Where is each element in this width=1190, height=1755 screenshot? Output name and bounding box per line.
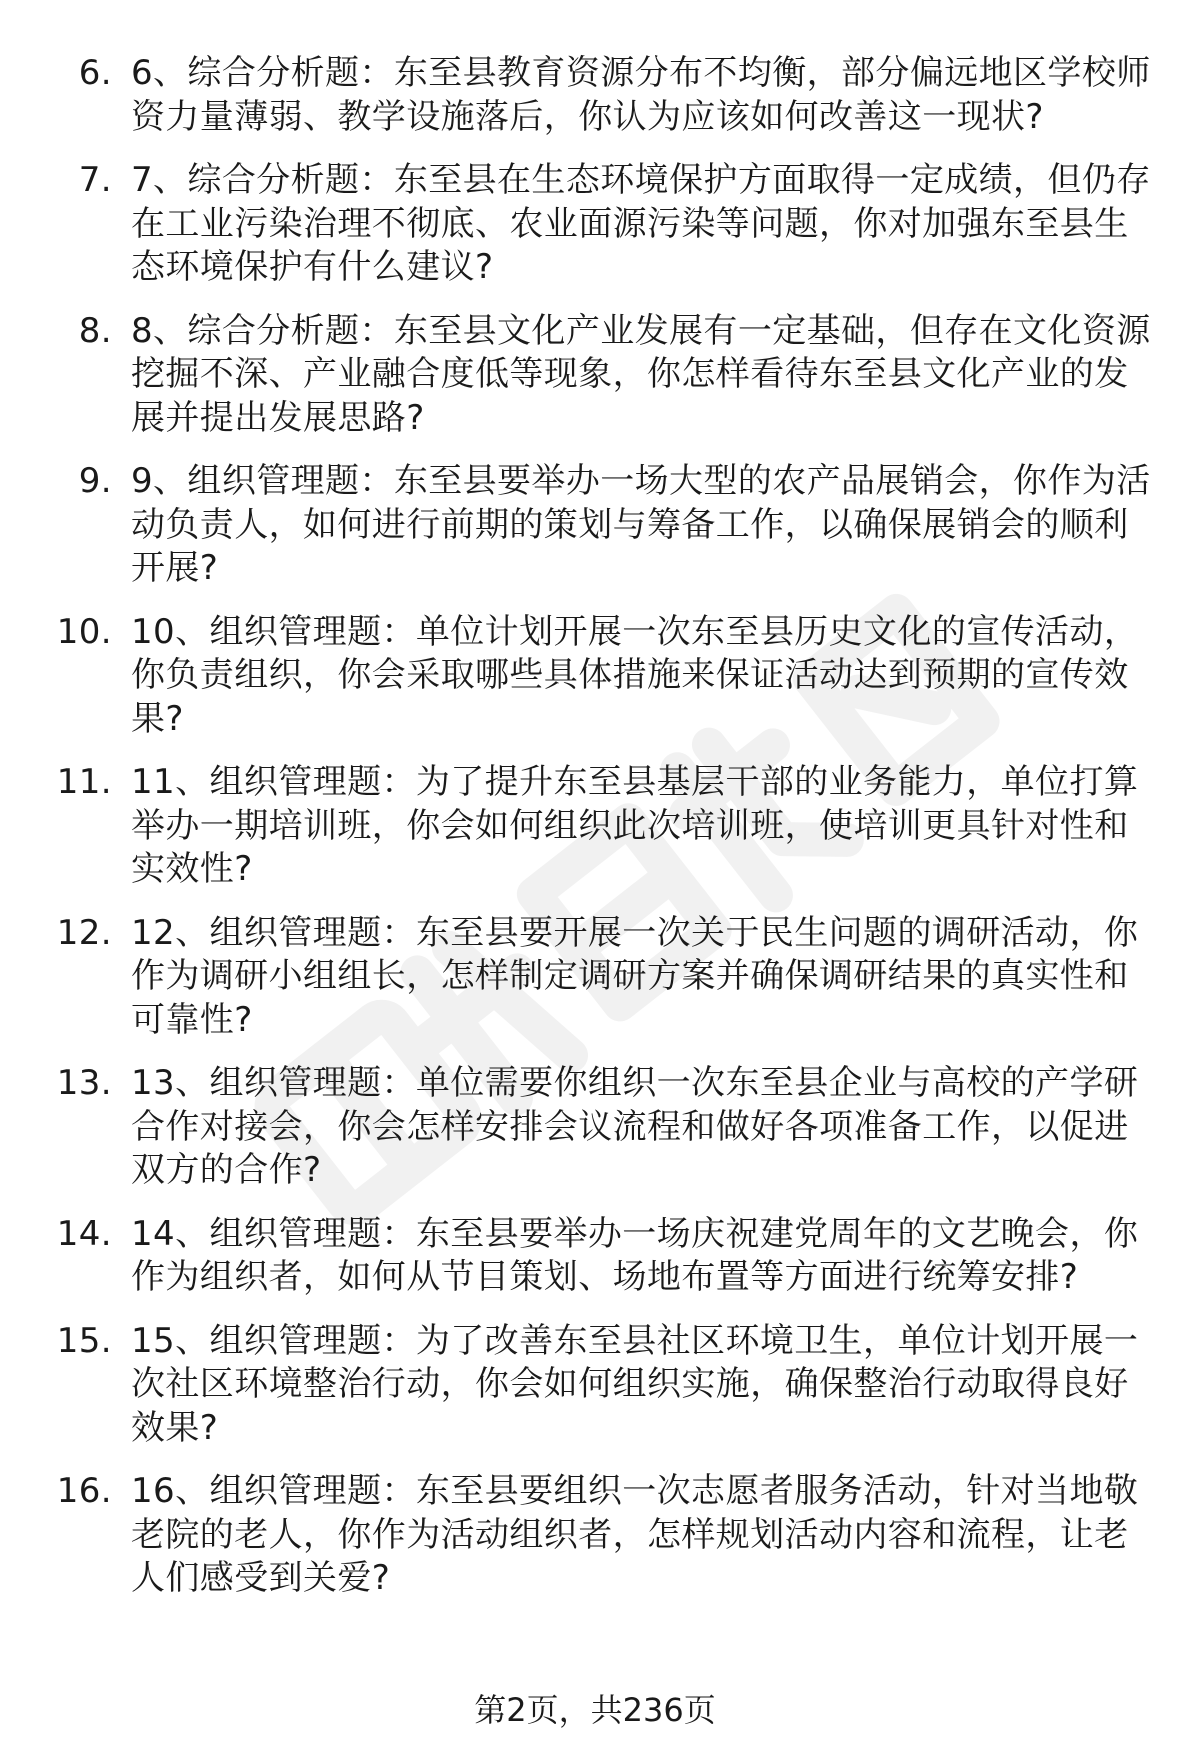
question-text: 10、组织管理题：单位计划开展一次东至县历史文化的宣传活动，你负责组织，你会采取哪些具体措施来保证活动达到预期的宣传效果? [131, 611, 1139, 739]
question-item [0, 1213, 1190, 1300]
question-number: 6. [78, 53, 112, 93]
question-list [0, 52, 1190, 1621]
question-item [0, 611, 1190, 742]
question-number: 13. [56, 1063, 112, 1103]
question-item [0, 310, 1190, 441]
page-number-label: 第2页，共236页 [474, 1691, 716, 1729]
question-number: 10. [56, 611, 112, 652]
question-number: 8. [78, 310, 112, 351]
question-number: 15. [56, 1320, 112, 1361]
question-item [0, 1470, 1190, 1601]
question-text: 9、组织管理题：东至县要举办一场大型的农产品展销会，你作为活动负责人，如何进行前期的策划与筹备工作，以确保展销会的顺利开展? [131, 461, 1151, 588]
question-text: 14、组织管理题：东至县要举办一场庆祝建党周年的文艺晚会，你作为组织者，如何从节目策划、场地布置等方面进行统筹安排? [131, 1213, 1139, 1297]
question-item [0, 912, 1190, 1043]
question-item [0, 1062, 1190, 1193]
question-number: 9. [78, 461, 112, 501]
question-number: 11. [56, 762, 112, 802]
question-text: 6、综合分析题：东至县教育资源分布不均衡，部分偏远地区学校师资力量薄弱、教学设施落后，你认为应该如何改善这一现状? [131, 53, 1151, 137]
question-text: 13、组织管理题：单位需要你组织一次东至县企业与高校的产学研合作对接会，你会怎样安排会议流程和做好各项准备工作，以促进双方的合作? [131, 1063, 1139, 1190]
question-item [0, 1320, 1190, 1451]
question-text: 15、组织管理题：为了改善东至县社区环境卫生，单位计划开展一次社区环境整治行动，你会如何组织实施，确保整治行动取得良好效果? [131, 1320, 1139, 1448]
question-text: 16、组织管理题：东至县要组织一次志愿者服务活动，针对当地敬老院的老人，你作为活动组织者，怎样规划活动内容和流程，让老人们感受到关爱? [131, 1471, 1139, 1598]
question-text: 12、组织管理题：东至县要开展一次关于民生问题的调研活动，你作为调研小组组长，怎样制定调研方案并确保调研结果的真实性和可靠性? [131, 912, 1139, 1040]
question-item [0, 761, 1190, 892]
question-text: 8、综合分析题：东至县文化产业发展有一定基础，但存在文化资源挖掘不深、产业融合度低等现象，你怎样看待东至县文化产业的发展并提出发展思路? [131, 310, 1151, 438]
question-number: 12. [56, 912, 112, 953]
question-item [0, 52, 1190, 139]
question-number: 16. [56, 1471, 112, 1511]
question-text: 11、组织管理题：为了提升东至县基层干部的业务能力，单位打算举办一期培训班，你会如何组织此次培训班，使培训更具针对性和实效性? [131, 762, 1139, 889]
question-item [0, 159, 1190, 290]
page-footer [0, 1690, 1190, 1730]
question-number: 14. [56, 1213, 112, 1254]
question-item [0, 460, 1190, 591]
question-number: 7. [78, 160, 112, 200]
question-text: 7、综合分析题：东至县在生态环境保护方面取得一定成绩，但仍存在工业污染治理不彻底、农业面源污染等问题，你对加强东至县生态环境保护有什么建议? [131, 160, 1151, 287]
